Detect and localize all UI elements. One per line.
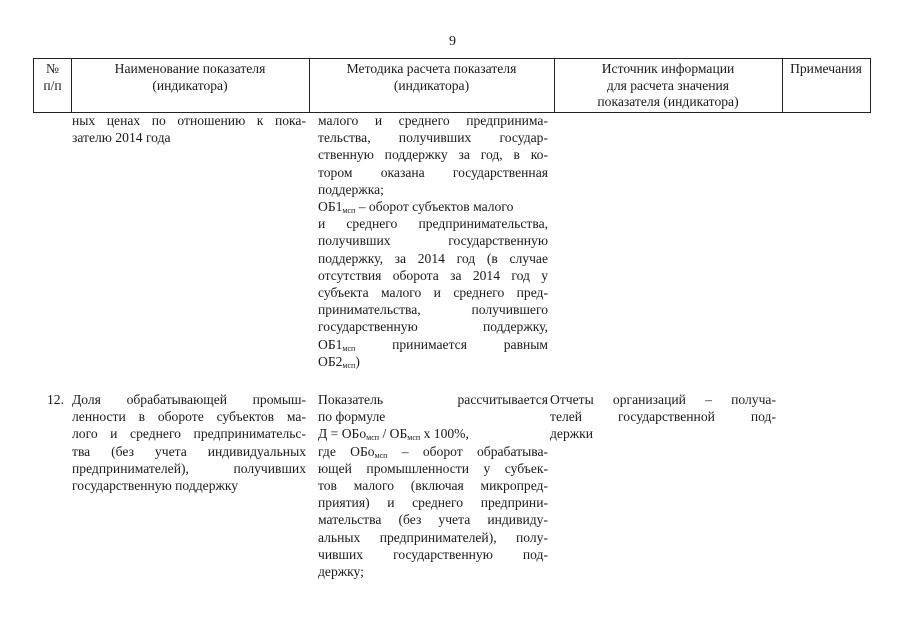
- header-source: Источник информации для расчета значения показателя (индикатора): [597, 61, 739, 109]
- header-number: № п/п: [43, 61, 62, 93]
- row12-method: Показатель рассчитывается по формуле $Д = ОБо_{мсп} / ОБ_{мсп}$ х 100%, где ОБо$_{мсп}$ – оборот обрабатыва- ющей промышленности у субъек- тов малого (включая микропред- приятия) и среднего предприни- мательства (без учета индивиду- альных предпринимателей), полу- чивших государственную под- держку;: [318, 392, 549, 580]
- formula-ob1: $ОБ1_{мсп}$ – оборот субъектов малого: [318, 199, 514, 216]
- table-header: [33, 58, 871, 113]
- header-notes: Примечания: [790, 61, 862, 76]
- row12-indicator-name: Доля обрабатывающей промыш- ленности в обороте субъектов ма- лого и среднего предпринимательс- тва (без учета индивидуальных предпринимателей), получивших государственную поддержку: [72, 392, 306, 494]
- row12-number: 12.: [47, 392, 64, 407]
- row11-name-continuation: ных ценах по отношению к пока- зателю 2014 года: [72, 113, 306, 146]
- page-number: 9: [449, 34, 456, 49]
- row11-method-continuation: малого и среднего предпринима- тельства, получивших государ- ственную поддержку за год, в ко- тором оказана государственная поддержка; $ОБ1_{мсп}$ – оборот субъектов малого и среднего предпринимательства, получивших государственную поддержку, за 2014 год (в случае отсутствия оборота за 2014 год у субъекта малого и среднего пред- принимательства, получившего государственную поддержку, $ОБ1_{мсп}$ принимается равным $ОБ2_{мсп}$): [318, 113, 548, 370]
- row12-source: Отчеты организаций – получа- телей государственной под- держки: [550, 392, 776, 442]
- formula-share: $Д = ОБо_{мсп} / ОБ_{мсп}$ х 100%,: [318, 426, 469, 443]
- header-indicator-name: Наименование показателя (индикатора): [114, 61, 266, 93]
- header-method: Методика расчета показателя (индикатора): [346, 61, 517, 93]
